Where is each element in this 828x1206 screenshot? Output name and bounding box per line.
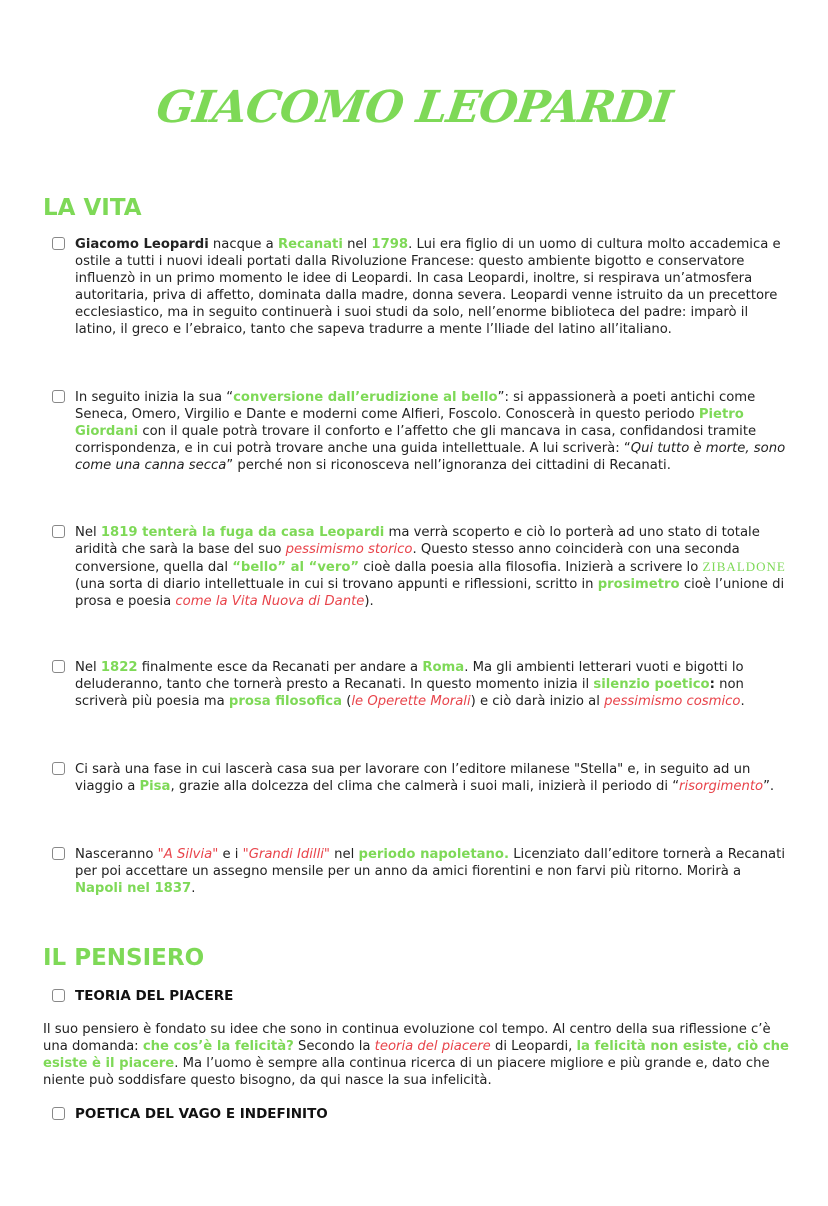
checkbox[interactable] (52, 390, 65, 403)
vita-item-5 (52, 761, 792, 795)
text: . (740, 694, 745, 709)
text: Ci sarà una fase in cui lascerà casa sua per lavorare con l’editore milanese "Stella" e, in seguito ad un viaggio a (75, 762, 751, 794)
highlight: prosa filosofica (228, 694, 342, 709)
vita-item-6 (52, 846, 792, 897)
highlight: prosimetro (597, 577, 680, 592)
highlight: periodo napoletano. (358, 847, 509, 862)
checkbox[interactable] (52, 525, 65, 538)
quote: Qui tutto è morte, sono come una canna secca (75, 441, 786, 473)
zibaldone-label: ZIBALDONE (702, 559, 786, 574)
checkbox[interactable] (52, 1107, 65, 1120)
text: con il quale potrà trovare il conforto e l’affetto che gli mancava in casa, confidandosi tramite corrispondenza, e in cui potrà trovare anche una guida intellettuale. A lui scriverà: “ (75, 424, 757, 456)
text: Licenziato dall’editore tornerà a Recanati per poi accettare un assegno mensile per un anno da amici fiorentini e non farvi più ritorno. Morirà a (75, 847, 785, 879)
text: ”. (763, 779, 775, 794)
emphasis: come la Vita Nuova di Dante (175, 594, 365, 609)
text: . Questo stesso anno coinciderà con una seconda conversione, quella dal (75, 542, 740, 575)
text: nel (329, 847, 359, 862)
highlight: che cos’è la felicità? (142, 1039, 294, 1054)
highlight: Roma (422, 660, 465, 675)
text: non scriverà più poesia ma (75, 677, 744, 709)
text: . (191, 881, 196, 896)
highlight: 1819 tenterà la fuga da casa Leopardi (100, 525, 385, 540)
text: ”: si appassionerà a poeti antichi come Seneca, Omero, Virgilio e Dante e moderni come Alfieri, Foscolo. Conoscerà in questo periodo (75, 390, 756, 422)
item-text (75, 524, 792, 610)
checkbox[interactable] (52, 660, 65, 673)
checkbox[interactable] (52, 237, 65, 250)
highlight: 1798 (371, 237, 409, 252)
text: Secondo la (293, 1039, 375, 1054)
text: ( (342, 694, 352, 709)
text: : (709, 677, 715, 692)
highlight: Pisa (139, 779, 171, 794)
emphasis: pessimismo cosmico (604, 694, 741, 709)
vita-item-1 (52, 236, 792, 338)
text: nel (342, 237, 372, 252)
text: , grazie alla dolcezza del clima che calmerà i suoi mali, inizierà il periodo di “ (170, 779, 680, 794)
item-text (75, 389, 792, 474)
text: Nasceranno (75, 847, 158, 862)
text: Il suo pensiero è fondato su idee che sono in continua evoluzione col tempo. Al centro della sua riflessione c’è una domanda: (43, 1022, 771, 1054)
item-text (75, 659, 792, 710)
emphasis: le Operette Morali (351, 694, 471, 709)
vita-item-2 (52, 389, 792, 474)
section-heading-pensiero: IL PENSIERO (43, 945, 205, 971)
item-text (75, 761, 792, 795)
subheading: TEORIA DEL PIACERE (75, 988, 234, 1004)
highlight: 1822 (100, 660, 138, 675)
text: e i (218, 847, 243, 862)
emphasis: "A Silvia" (157, 847, 219, 862)
checkbox[interactable] (52, 762, 65, 775)
highlight: “bello” al “vero” (232, 560, 360, 575)
emphasis: pessimismo storico (285, 542, 413, 557)
text: di Leopardi, (490, 1039, 577, 1054)
highlight: Pietro Giordani (75, 407, 744, 439)
subheading: POETICA DEL VAGO E INDEFINITO (75, 1106, 328, 1122)
text: ” perché non si riconosceva nell’ignoranza dei cittadini di Recanati. (226, 458, 671, 473)
text: . Lui era figlio di un uomo di cultura molto accademica e ostile a tutti i nuovi ideali portati dalla Rivoluzione Francese: questo ambiente bigotto e conservatore influenzò in un primo momento le idee di Leopardi. In casa Leopardi, inoltre, si respirava un’atmosfera autoritaria, priva di affetto, dominata dalla madre, donna severa. Leopardi venne istruito da un precettore ecclesiastico, ma in seguito continuerà i suoi studi da solo, nell’enorme biblioteca del padre: imparò il latino, il greco e l’ebraico, tanto che sapeva tradurre a mente l’Iliade del latino all’italiano. (75, 237, 781, 337)
name: Giacomo Leopardi (75, 237, 209, 252)
section-heading-vita: LA VITA (43, 195, 142, 221)
text: ma verrà scoperto e ciò lo porterà ad uno stato di totale aridità che sarà la base del suo (75, 525, 760, 557)
page-title: GIACOMO LEOPARDI (153, 82, 675, 133)
pensiero-item-1 (52, 988, 792, 1005)
text: cioè l’unione di prosa e poesia (75, 577, 785, 609)
checkbox[interactable] (52, 847, 65, 860)
highlight: Napoli nel 1837 (75, 881, 192, 896)
pensiero-item-2 (52, 1106, 792, 1123)
text: nacque a (208, 237, 278, 252)
vita-item-3 (52, 524, 792, 610)
text: . Ma gli ambienti letterari vuoti e bigotti lo deluderanno, tanto che tornerà presto a Recanati. In questo momento inizia il (75, 660, 744, 692)
emphasis: risorgimento (679, 779, 764, 794)
text: ). (364, 594, 374, 609)
text: Nel (75, 525, 101, 540)
emphasis: "Grandi Idilli" (242, 847, 330, 862)
highlight: Recanati (277, 237, 343, 252)
highlight: la felicità non esiste, ciò che esiste è il piacere (43, 1039, 789, 1071)
vita-item-4 (52, 659, 792, 710)
item-text (75, 846, 792, 897)
text: Nel (75, 660, 101, 675)
item-text (75, 236, 792, 338)
text: ) e ciò darà inizio al (470, 694, 605, 709)
text: In seguito inizia la sua “ (75, 390, 234, 405)
highlight: conversione dall’erudizione al bello (233, 390, 498, 405)
text: . Ma l’uomo è sempre alla continua ricerca di un piacere migliore e più grande e, dato che niente può soddisfare questo bisogno, da qui nasce la sua infelicità. (43, 1056, 770, 1088)
text: (una sorta di diario intellettuale in cui si trovano appunti e riflessioni, scritto in (75, 577, 598, 592)
emphasis: teoria del piacere (374, 1039, 491, 1054)
text: finalmente esce da Recanati per andare a (137, 660, 423, 675)
checkbox[interactable] (52, 989, 65, 1002)
highlight: silenzio poetico (593, 677, 710, 692)
pensiero-paragraph (43, 1021, 791, 1089)
text: cioè dalla poesia alla filosofia. Inizierà a scrivere lo (359, 560, 703, 575)
